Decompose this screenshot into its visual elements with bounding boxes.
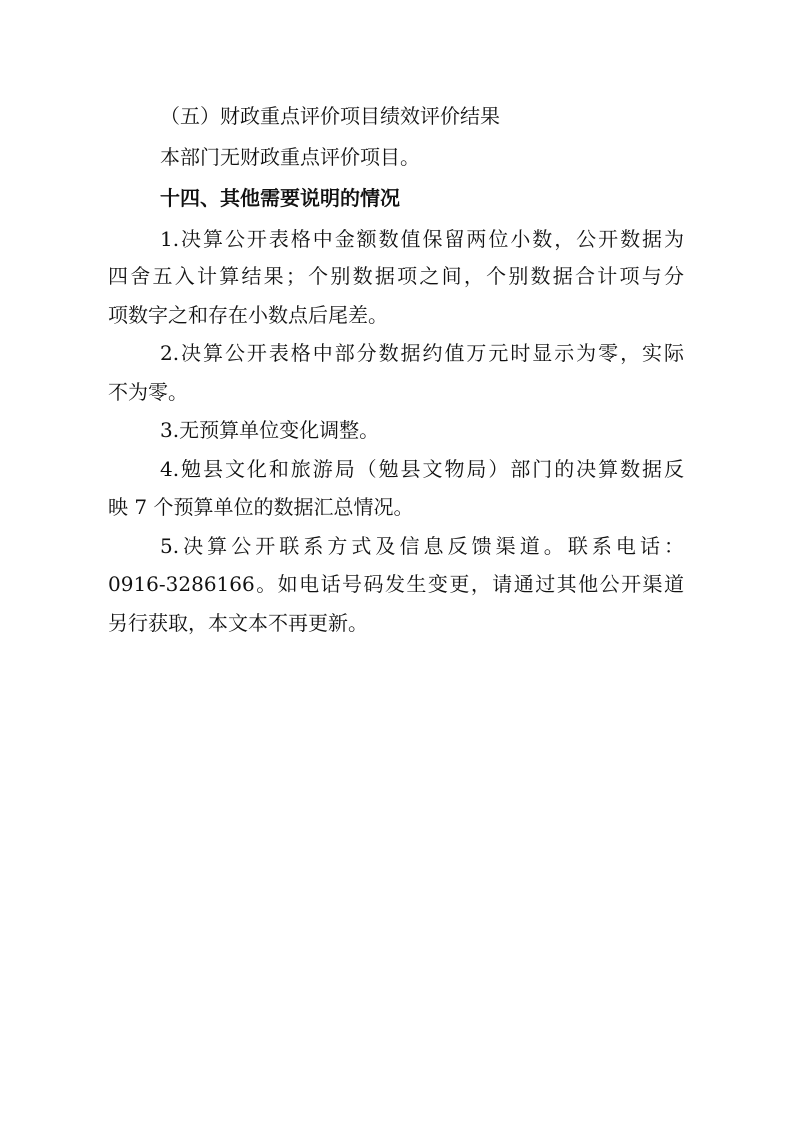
item-5-line-3: 另行获取，本文本不再更新。 [108, 611, 368, 635]
section-five-body: 本部门无财政重点评价项目。 [160, 145, 420, 169]
item-2-line-2: 不为零。 [108, 380, 188, 404]
item-1-line-2: 四舍五入计算结果；个别数据项之间，个别数据合计项与分 [108, 264, 684, 288]
section-fourteen-heading: 十四、其他需要说明的情况 [160, 186, 400, 210]
item-4-line-2: 映 7 个预算单位的数据汇总情况。 [108, 495, 414, 519]
item-4-line-1: 4.勉县文化和旅游局（勉县文物局）部门的决算数据反 [160, 457, 684, 481]
item-5-line-1: 5.决算公开联系方式及信息反馈渠道。联系电话： [160, 534, 684, 558]
item-5-line-2: 0916-3286166。如电话号码发生变更，请通过其他公开渠道 [108, 572, 684, 596]
item-3-line-1: 3.无预算单位变化调整。 [160, 418, 380, 442]
item-1-line-3: 项数字之和存在小数点后尾差。 [108, 303, 388, 327]
section-five-heading: （五）财政重点评价项目绩效评价结果 [160, 104, 500, 128]
item-1-line-1: 1.决算公开表格中金额数值保留两位小数，公开数据为 [160, 227, 684, 251]
item-2-line-1: 2.决算公开表格中部分数据约值万元时显示为零，实际 [160, 341, 684, 365]
